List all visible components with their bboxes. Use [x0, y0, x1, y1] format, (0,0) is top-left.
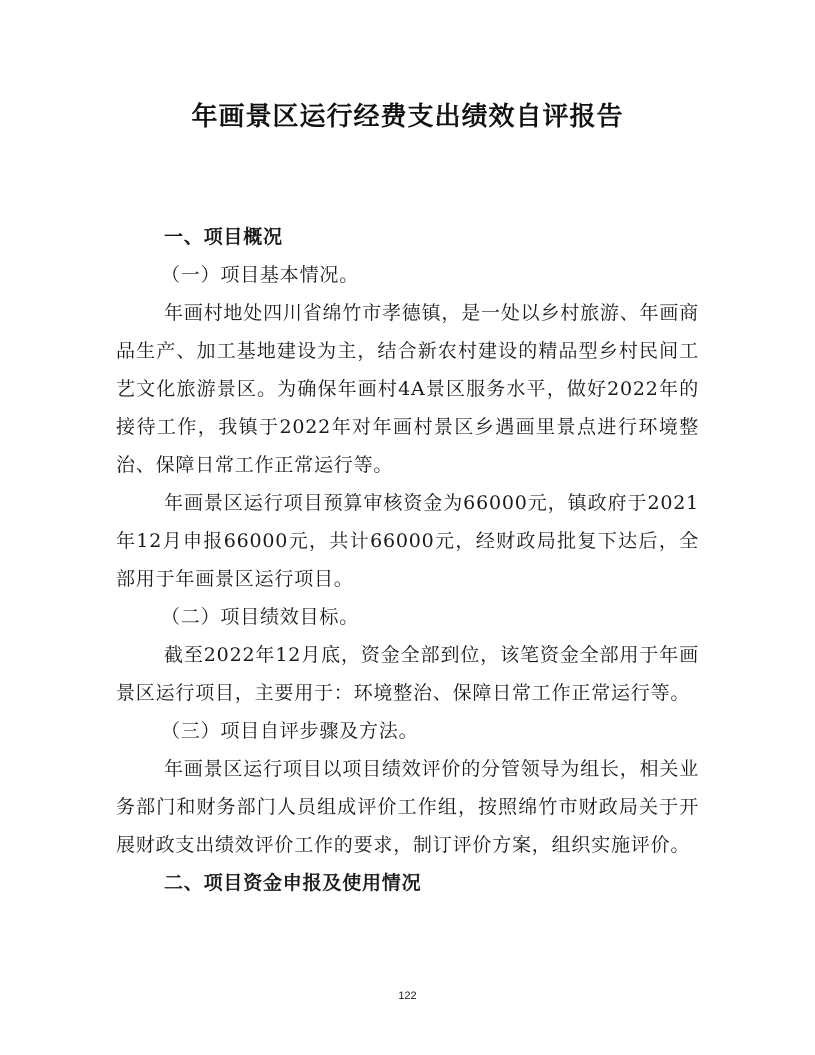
section-heading: 二、项目资金申报及使用情况 — [164, 872, 422, 894]
document-title: 年画景区运行经费支出绩效自评报告 — [191, 102, 624, 132]
document-body — [116, 218, 699, 902]
subsection-heading: （一）项目基本情况。 — [161, 264, 360, 286]
section-heading: 一、项目概况 — [164, 226, 283, 248]
subsection-heading: （三）项目自评步骤及方法。 — [161, 720, 419, 742]
page-number: 122 — [398, 990, 417, 1002]
subsection-heading: （二）项目绩效目标。 — [161, 606, 360, 628]
body-paragraph: 截至2022年12月底，资金全部到位，该笔资金全部用于年画景区运行项目，主要用于：环境整治、保障日常工作正常运行等。 — [116, 644, 699, 704]
body-paragraph: 年画村地处四川省绵竹市孝德镇，是一处以乡村旅游、年画商品生产、加工基地建设为主，结合新农村建设的精品型乡村民间工艺文化旅游景区。为确保年画村4A景区服务水平，做好2022年的接待工作，我镇于2022年对年画村景区乡遇画里景点进行环境整治、保障日常工作正常运行等。 — [116, 302, 699, 476]
body-paragraph: 年画景区运行项目以项目绩效评价的分管领导为组长，相关业务部门和财务部门人员组成评价工作组，按照绵竹市财政局关于开展财政支出绩效评价工作的要求，制订评价方案，组织实施评价。 — [116, 758, 699, 856]
body-paragraph: 年画景区运行项目预算审核资金为66000元，镇政府于2021年12月申报66000元，共计66000元，经财政局批复下达后，全部用于年画景区运行项目。 — [116, 492, 699, 590]
